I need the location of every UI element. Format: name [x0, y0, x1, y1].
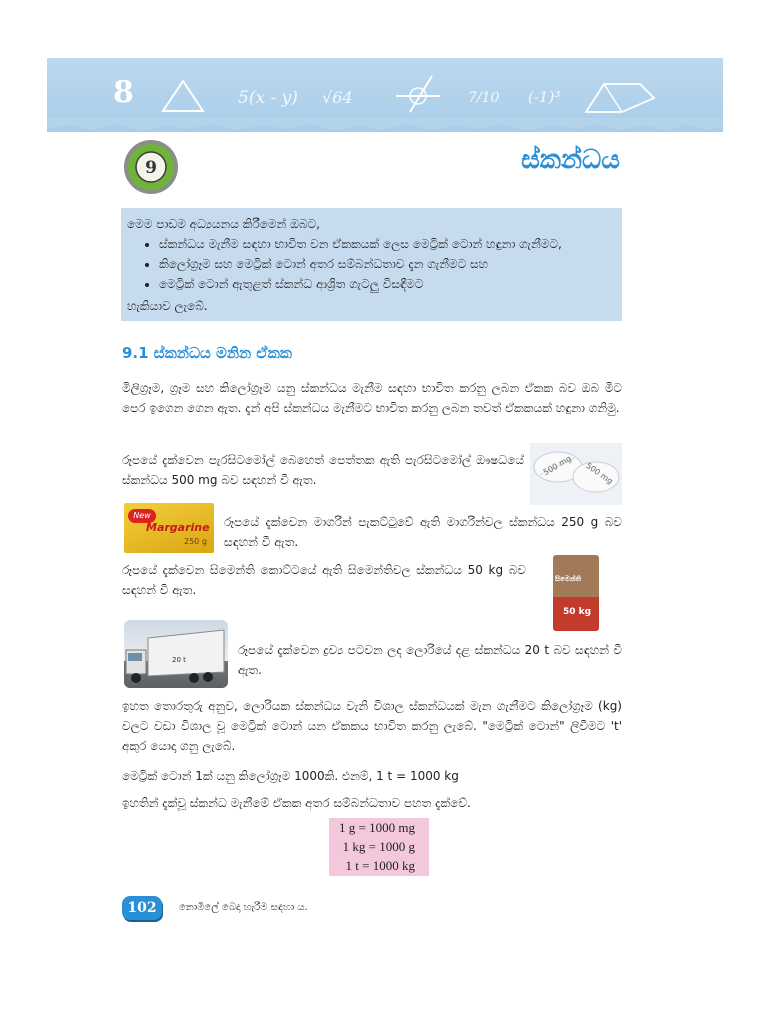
objective-item: • කිලෝග්‍රෑම සහ මෙට්‍රික් ටොන් අතර සම්බන්ධතාව දැන ගැනීමට සහ	[159, 254, 562, 274]
tablet-label: 500 mg	[584, 461, 615, 486]
cement-paragraph: රූපයේ දැක්වෙන සිමෙන්ති කොට්ටයේ ඇති සිමෙන්තිවල ස්කන්ධය 50 kg බව සඳහන් වී ඇත.	[122, 563, 526, 597]
truck-weight-label: 20 t	[172, 656, 186, 664]
margarine-brand: Margarine	[146, 521, 210, 534]
banner-fraction: 7/10	[468, 90, 500, 106]
prism-icon	[582, 78, 658, 116]
triangle-icon	[160, 78, 206, 114]
banner-torn-edge	[47, 118, 723, 140]
page-number: 102	[122, 896, 162, 920]
banner-power: (-1)³	[528, 88, 561, 106]
cement-label: සිමෙන්ති	[555, 575, 582, 583]
chapter-title: ස්කන්ධය	[521, 145, 620, 175]
paracetamol-paragraph: රූපයේ දැක්වෙන පැරසිටමෝල් බෙහෙත් පෙත්තක ඇති පැරසිටමෝල් ඖෂධයේ ස්කන්ධය 500 mg බව සඳහන් වී ඇත.	[122, 453, 524, 487]
objectives-intro: මෙම පාඩම අධ්‍යයනය කිරීමෙන් ඔබට,	[127, 217, 320, 231]
objective-item: • මෙට්‍රික් ටොන් ඇතුළත් ස්කන්ධ ආශ්‍රිත ගැටලු විසඳීමට	[159, 274, 562, 294]
footer-note: නොමිලේ බෙදා හැරීම සඳහා ය.	[179, 902, 308, 913]
objectives-list	[141, 234, 562, 294]
conversion-row: 1 t = 1000 kg	[345, 858, 415, 873]
objective-item: • ස්කන්ධය මැනීම සඳහා භාවිත වන ඒකකයක් ලෙස මෙට්‍රික් ටොන් හඳුනා ගැනීමට,	[159, 234, 562, 254]
section-heading: 9.1 ස්කන්ධය මනින ඒකක	[122, 344, 292, 362]
relationship-intro: ඉහතින් දැක්වූ ස්කන්ධ මැනීමේ ඒකක අතර සම්බන්ධතාව පහත දැක්වේ.	[122, 796, 471, 810]
cement-bag-image	[553, 555, 599, 631]
tablet-label: 500 mg	[541, 453, 573, 478]
banner-root: √64	[322, 88, 353, 107]
grade-number: 8	[113, 75, 134, 110]
conversion-row: 1 g = 1000 mg	[339, 820, 415, 835]
margarine-box-image	[124, 503, 214, 553]
geometry-angle-icon	[392, 72, 444, 116]
truck-paragraph: රූපයේ දැක්වෙන ද්‍රව්‍ය පටවන ලද ලොරියේ දළ ස්කන්ධය 20 t බව සඳහන් වී ඇත.	[238, 643, 622, 677]
banner-expression: 5(x - y)	[238, 88, 298, 108]
cement-weight: 50 kg	[563, 607, 592, 617]
truck-image	[124, 620, 228, 688]
chapter-number-badge	[123, 139, 179, 195]
chapter-number: 9	[145, 158, 157, 178]
margarine-weight: 250 g	[184, 537, 207, 546]
conversion-row: 1 kg = 1000 g	[342, 839, 415, 854]
paracetamol-tablets-image	[530, 443, 622, 505]
unit-conversion-box	[329, 818, 429, 876]
intro-paragraph: මිලිග්‍රෑම, ග්‍රෑම සහ කිලෝග්‍රෑම යනු ස්කන්ධය මැනීම සඳහා භාවිත කරනු ලබන ඒකක බව ඔබ මීට පෙර ඉගෙන ගෙන ඇත. දැන් අපි ස්කන්ධය මැනීමට භාවිත කරනු ලබන තවත් ඒකකයක් හඳුනා ගනිමු.	[122, 381, 622, 415]
margarine-new-tag: New	[128, 509, 156, 523]
objectives-outro: හැකියාව ලැබේ.	[127, 299, 208, 313]
margarine-paragraph: රූපයේ දැක්වෙන මාගරින් පැකට්ටුවේ ඇති මාගරින්වල ස්කන්ධය 250 g බව සඳහන් වී ඇත.	[224, 515, 622, 549]
metric-ton-paragraph: ඉහත තොරතුරු අනුව, ලොරියක ස්කන්ධය වැනි විශාල ස්කන්ධයක් මැන ගැනීමට කිලෝග්‍රෑම (kg) වලට වඩා විශාල වූ මෙට්‍රික් ටොන් යන ඒකකය භාවිත කරනු ලැබේ. "මෙට්‍රික් ටොන්" ලිවීමට 't' අකුර යොදා ගනු ලැබේ.	[122, 699, 622, 753]
metric-ton-definition: මෙට්‍රික් ටොන් 1ක් යනු කිලෝග්‍රෑම 1000කි. එනම්, 1 t = 1000 kg	[122, 769, 459, 783]
learning-objectives-box	[121, 208, 622, 321]
